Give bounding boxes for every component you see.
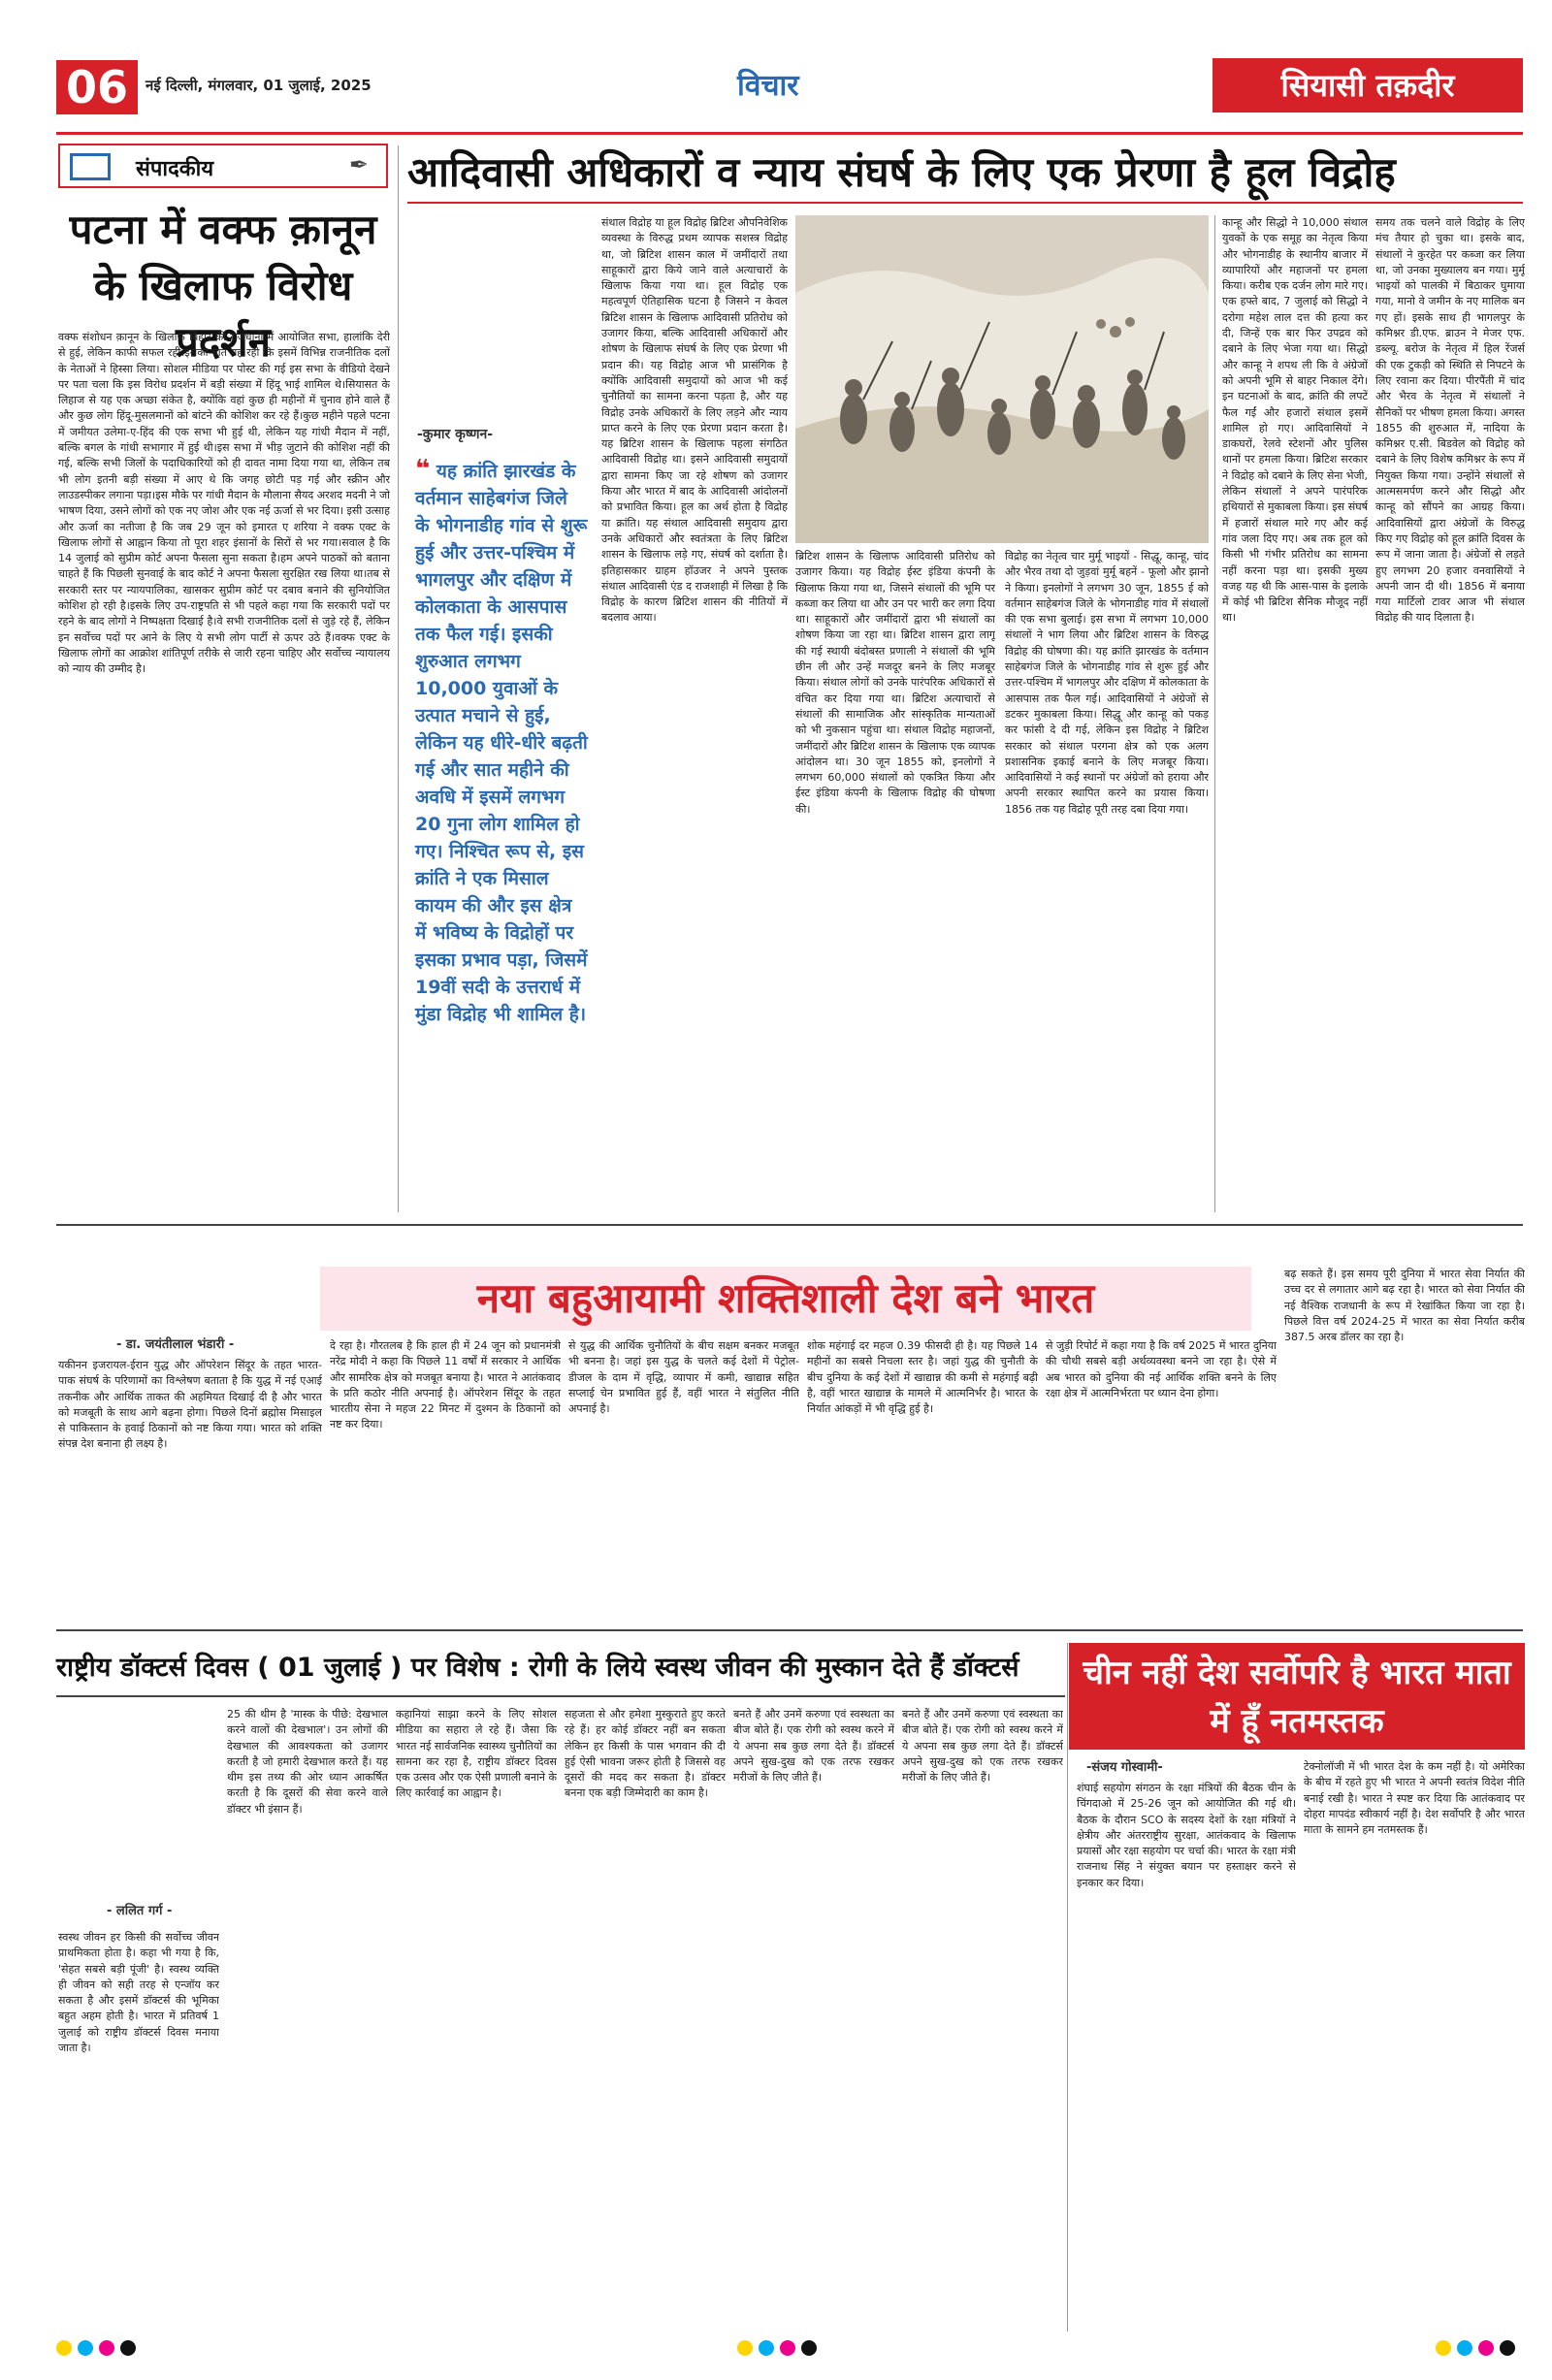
china-headline: चीन नहीं देश सर्वोपरि है भारत माता में हूँ नतमस्तक [1069, 1643, 1525, 1750]
doctors-column-6: बनते हैं और उनमें करुणा एवं स्वस्थता का बीज बोते हैं। एक रोगी को स्वस्थ करने में ये अपना सब कुछ लगा देते हैं। डॉक्टर्स अपने सुख-दुख को एक तरफ रखकर मरीजों के लिए जीते हैं। [902, 1708, 1063, 1785]
registration-marks-right [1436, 2337, 1515, 2359]
hul-rebellion-illustration [795, 215, 1209, 543]
pull-quote [415, 456, 588, 1028]
headline-rule [407, 202, 1523, 204]
registration-dot [1500, 2340, 1515, 2356]
feature-byline: - डा. जयंतीलाल भंडारी - [116, 1337, 235, 1352]
editorial-label-text: संपादकीय [136, 157, 214, 181]
doctors-headline: राष्ट्रीय डॉक्टर्स दिवस ( 01 जुलाई ) पर विशेष : रोगी के लिये स्वस्थ जीवन की मुस्कान देते हैं डॉक्टर्स [56, 1653, 1019, 1683]
feature-column-2: दे रहा है। गौरतलब है कि हाल ही में 24 जून को प्रधानमंत्री नरेंद्र मोदी ने कहा कि पिछले 11 वर्षों में सरकार ने आर्थिक और सामरिक क्षेत्र को मजबूत बनाया है। भारत ने आतंकवाद के प्रति कठोर नीति अपनाई है। ऑपरेशन सिंदूर के तहत भारतीय सेना ने महज 22 मिनट में दुश्मन के ठिकानों को नष्ट कर दिया। [330, 1339, 561, 1431]
china-column-2: टेक्नोलॉजी में भी भारत देश के कम नहीं है। यो अमेरिका के बीच में रहते हुए भी भारत ने अपनी स्वतंत्र विदेश नीति बनाई रखी है। भारत ने स्पष्ट कर दिया कि आतंकवाद पर दोहरा मापदंड स्वीकार्य नहीं है। देश सर्वोपरि है और भारत माता के सामने हम नतमस्तक हैं। [1304, 1760, 1525, 1837]
pull-quote-text: यह क्रांति झारखंड के वर्तमान साहेबगंज जिले के भोगनाडीह गांव से शुरू हुई और उत्तर-पश्चिम में भागलपुर और दक्षिण में कोलकाता के आसपास तक फैल गई। इसकी शुरुआत लगभग 10,000 युवाओं के उत्पात मचाने से हुई, लेकिन यह धीरे-धीरे बढ़ती गई और सात महीने की अवधि में इसमें लगभग 20 गुना लोग शामिल हो गए। निश्चित रूप से, इस क्रांति ने एक मिसाल कायम की और इस क्षेत्र में भविष्य के विद्रोहों पर इसका प्रभाव पड़ा, जिसमें 19वीं सदी के उत्तरार्ध में मुंडा विद्रोह भी शामिल है। [415, 461, 588, 1025]
registration-dot [120, 2340, 136, 2356]
registration-dot [759, 2340, 774, 2356]
page-number: 06 [56, 60, 138, 114]
lead-column-4: कान्हू और सिद्धो ने 10,000 संथाल युवकों के एक समूह का नेतृत्व किया और भोगनाडीह के स्थानीय बाजार में व्यापारियों और महाजनों पर हमला किया। करीब एक दर्जन लोग मारे गए। एक हफ्ते बाद, 7 जुलाई को सिद्धो ने दरोगा महेश लाल दत्त की हत्या कर दी, जिन्हें एक बार फिर उपद्रव को दबाने के लिए भेजा गया था। सिद्धो और कान्हू ने शपथ ली कि वे अंग्रेजों को अपनी भूमि से बाहर निकाल देंगे। इन घटनाओं के बाद, क्रांति की लपटें फैल गईं और हजारों संथाल इसमें शामिल हो गए। आदिवासियों ने डाकघरों, रेलवे स्टेशनों और पुलिस थानों पर हमला किया। ब्रिटिश सरकार ने विद्रोह को दबाने के लिए सेना भेजी, लेकिन संथालों ने अपने पारंपरिक हथियारों से मुकाबला किया। इस संघर्ष में हजारों संथाल मारे गए और कई गांव जला दिए गए। अब तक हूल को किसी भी गंभीर प्रतिरोध का सामना नहीं करना पड़ा था। इसकी मुख्य वजह यह थी कि आस-पास के इलाके में कोई भी ब्रिटिश सैनिक मौजूद नहीं था। [1222, 216, 1368, 625]
doctors-column-4: सहजता से और हमेशा मुस्कुराते हुए करते रहे हैं। हर कोई डॉक्टर नहीं बन सकता लेकिन हर किसी के पास भगवान की दी हुई ऐसी भावना जरूर होती है जिससे वह दूसरों की मदद कर सकता है। डॉक्टर बनना एक बड़ी जिम्मेदारी का काम है। [565, 1708, 726, 1800]
china-column-1: शंघाई सहयोग संगठन के रक्षा मंत्रियों की बैठक चीन के चिंगदाओ में 25-26 जून को आयोजित की गई थी। बैठक के दौरान SCO के सदस्य देशों के रक्षा मंत्रियों ने क्षेत्रीय और अंतरराष्ट्रीय सुरक्षा, आतंकवाद के खिलाफ प्रयासों और रक्षा सहयोग पर चर्चा की। भारत के रक्षा मंत्री राजनाथ सिंह ने संयुक्त बयान पर हस्ताक्षर करने से इनकार कर दिया। [1077, 1782, 1296, 1889]
illustration-svg [795, 215, 1209, 543]
lead-column-2: ब्रिटिश शासन के खिलाफ आदिवासी प्रतिरोध को उजागर किया। यह विद्रोह ईस्ट इंडिया कंपनी के खिलाफ किया गया था, जिसने संथालों की भूमि पर कब्जा कर लिया था और उन पर भारी कर लगा दिया था। साहूकारों और जमींदारों द्वारा भी संथालों का शोषण किया जा रहा था। ब्रिटिश शासन द्वारा लागू की गई स्थायी बंदोबस्त प्रणाली ने संथालों की भूमि छीन ली और उन्हें मजदूर बनने के लिए मजबूर किया। संथाल लोगों को उनके पारंपरिक अधिकारों से वंचित कर दिया गया था। ब्रिटिश अत्याचारों से संथालों की सामाजिक और सांस्कृतिक मान्यताओं को भी नुकसान पहुंचा था। संथाल विद्रोह महाजनों, जमींदारों और ब्रिटिश शासन के खिलाफ एक व्यापक आंदोलन था। 30 जून 1855 को, इनलोगों ने लगभग 60,000 संथालों को एकत्रित किया और ईस्ट इंडिया कंपनी के खिलाफ विद्रोह की घोषणा की। [795, 550, 995, 816]
feature-column-6: बढ़ सकते हैं। इस समय पूरी दुनिया में भारत सेवा निर्यात की उच्च दर से लगातार आगे बढ़ रहा है। भारत को सेवा निर्यात की नई वैश्विक राजधानी के रूप में रेखांकित किया जा रहा है। पिछले वित्त वर्ष 2024-25 में भारत का सेवा निर्यात करीब 387.5 अरब डॉलर का रहा है। [1284, 1268, 1525, 1344]
brand-box: सियासी तक़दीर [1212, 58, 1523, 113]
feature-column-5: से जुड़ी रिपोर्ट में कहा गया है कि वर्ष 2025 में भारत दुनिया की चौथी सबसे बड़ी अर्थव्यवस्था बनने जा रहा है। ऐसे में अब भारत को दुनिया की नई आर्थिक शक्ति बनने के लिए रक्षा क्षेत्र में आत्मनिर्भरता पर ध्यान देना होगा। [1046, 1339, 1277, 1399]
registration-dot [1478, 2340, 1494, 2356]
doctors-column-3: कहानियां साझा करने के लिए सोशल मीडिया का सहारा ले रहे हैं। जैसा कि भारत नई सार्वजनिक स्वास्थ्य चुनौतियों का सामना कर रहा है, राष्ट्रीय डॉक्टर दिवस एक उत्सव और एक ऐसी प्रणाली बनाने के लिए कार्रवाई का आह्वान है। [396, 1708, 557, 1800]
registration-dot [78, 2340, 93, 2356]
band-rule-bottom [56, 1629, 1523, 1631]
lead-column-5: समय तक चलने वाले विद्रोह के लिए मंच तैयार हो चुका था। इसके बाद, संथालों ने कुरहेत पर कब्जा कर लिया था, जो उनका मुख्यालय बन गया। मुर्मू भाइयों को पालकी में बिठाकर घुमाया गया, मानो वे जमीन के नए मालिक बन गए हों। इसके साथ ही भागलपुर के कमिश्नर डी.एफ. ब्राउन ने मेजर एफ. डब्ल्यू. बरोज के नेतृत्व में हिल रेंजर्स की एक टुकड़ी को स्थिति से निपटने के लिए रवाना कर दिया। पीरपैंती में चांद और भैरव के नेतृत्व में संथालों ने सैनिकों पर भीषण हमला किया। अगस्त 1855 की शुरुआत में, नादिया के कमिश्नर ए.सी. बिडवेल को विद्रोह को दबाने के लिए विशेष कमिश्नर के रूप में नियुक्त किया गया। उन्होंने संथालों से आत्मसमर्पण करने और सिद्धो और कान्हू को सौंपने का आग्रह किया। आदिवासियों द्वारा अंग्रेजों के विरुद्ध किए गए विद्रोह को हूल क्रांति दिवस के रूप में जाना जाता है। अंग्रेजों से लड़ते हुए लगभग 20 हजार वनवासियों ने अपनी जान दी थी। 1856 में बनाया गया मार्टिलो टावर आज भी संथाल विद्रोह की याद दिलाता है। [1375, 216, 1525, 625]
registration-dot [737, 2340, 753, 2356]
column-divider [1067, 1643, 1068, 2332]
quote-mark-icon: ❝ [415, 455, 431, 484]
lead-column-1: संथाल विद्रोह या हूल विद्रोह ब्रिटिश औपनिवेशिक व्यवस्था के विरुद्ध प्रथम व्यापक सशस्त्र विद्रोह था, जो ब्रिटिश शासन काल में जमींदारों तथा साहूकारों द्वारा किये जाने वाले अत्याचारों के खिलाफ किया गया था। हूल विद्रोह एक महत्वपूर्ण ऐतिहासिक घटना है जिसने न केवल ब्रिटिश शासन के खिलाफ आदिवासी प्रतिरोध को उजागर किया, बल्कि आदिवासी अधिकारों और शोषण के खिलाफ संघर्ष के लिए एक प्रेरणा भी प्रदान की। यह विद्रोह आज भी प्रासंगिक है क्योंकि आदिवासी समुदायों को आज भी कई चुनौतियों का सामना करना पड़ता है, और यह विद्रोह उनके अधिकारों के लिए लड़ने और न्याय प्राप्त करने के लिए एक प्रेरणा प्रदान करता है। यह ब्रिटिश शासन के खिलाफ पहला संगठित आदिवासी विद्रोह था। इसने आदिवासी समुदायों द्वारा सामना किए जा रहे शोषण को उजागर किया और भारत में बाद के आदिवासी आंदोलनों को प्रभावित किया। हूल का अर्थ होता है विद्रोह या क्रांति। यह संथाल आदिवासी समुदाय द्वारा उनके अधिकारों और स्वतंत्रता के लिए ब्रिटिश शासन के खिलाफ लड़े गए, संघर्ष को दर्शाता है। इतिहासकार ग्राहम हॉउजर ने अपने पुस्तक संथाल आदिवासी एंड द राजशाही में लिखा है कि विद्रोह के कारण ब्रिटिश शासन की नीतियों में बदलाव आया। [601, 216, 788, 625]
lead-byline: -कुमार कृष्णन- [417, 427, 494, 442]
page-date: नई दिल्ली, मंगलवार, 01 जुलाई, 2025 [146, 77, 372, 94]
band-rule-top [56, 1224, 1523, 1226]
section-title: विचार [737, 69, 799, 103]
doctors-column-1: स्वस्थ जीवन हर किसी की सर्वोच्च जीवन प्राथमिकता होता है। कहा भी गया है कि, 'सेहत सबसे बड़ी पूंजी' है। स्वस्थ व्यक्ति ही जीवन को सही तरह से एन्जॉय कर सकता है और इसमें डॉक्टर्स की भूमिका बहुत अहम होती है। भारत में प्रतिवर्ष 1 जुलाई को राष्ट्रीय डॉक्टर्स दिवस मनाया जाता है। [58, 1931, 219, 2055]
registration-dot [1457, 2340, 1472, 2356]
registration-dot [780, 2340, 795, 2356]
feature-column-1: यकीनन इजरायल-ईरान युद्ध और ऑपरेशन सिंदूर के तहत भारत-पाक संघर्ष के परिणामों का विश्लेषण बताता है कि युद्ध में नई एआई तकनीक और आर्थिक ताकत की अहमियत दिखाई दी है और भारत को मजबूती के साथ आगे बढ़ना होगा। पिछले दिनों ब्रह्मोस मिसाइल से पाकिस्तान के हवाई ठिकानों को नष्ट किया गया। भारत को शक्ति संपन्न देश बनाना ही लक्ष्य है। [58, 1359, 322, 1451]
registration-dot [801, 2340, 817, 2356]
masthead [0, 0, 1552, 144]
registration-dot [99, 2340, 114, 2356]
lead-headline: आदिवासी अधिकारों व न्याय संघर्ष के लिए एक प्रेरणा है हूल विद्रोह [407, 148, 1396, 196]
checkbox-icon [70, 153, 111, 180]
doctors-column-2: 25 की थीम है 'मास्क के पीछे: देखभाल करने वालों की देखभाल'। उन लोगों की देखभाल की आवश्यकता को उजागर करती है जो हमारी देखभाल करते हैं। यह थीम इस तथ्य की ओर ध्यान आकर्षित करती है कि दूसरों की सेवा करने वाले डॉक्टर भी इंसान हैं। [227, 1708, 388, 1816]
doctors-rule [56, 1695, 1065, 1697]
registration-marks-center [737, 2337, 817, 2359]
column-divider [1214, 215, 1215, 1212]
lead-column-1-body [601, 215, 788, 1212]
editorial-body: वक्फ संशोधन क़ानून के खिलाफ बिहार की राजधानी में आयोजित सभा, हालांकि देरी से हुई, लेकिन काफी सफल रही।इसका बात यह रही कि इसमें विभिन्न राजनीतिक दलों के नेताओं ने हिस्सा लिया। सोशल मीडिया पर पोस्ट की गई इस सभा के वीडियो देखने पर पता चला कि इस विरोध प्रदर्शन में बड़ी संख्या में हिंदू भाई शामिल थे।सियासत के लिहाज से यह एक अच्छा संकेत है, क्योंकि वहां कुछ ही महीनों में चुनाव होने वाले हैं और कुछ लोग हिंदू-मुसलमानों को बांटने की कोशिश कर रहे हैं।कुछ महीने पहले पटना में जमीयत उलेमा-ए-हिंद की एक सभा भी हुई थी, लेकिन यह गांधी मैदान में नहीं, बल्कि बगल के गांधी सभागार में हुई थी।इस सभा में भीड़ जुटाने की कोशिश नहीं की गई, बल्कि सभी जिलों के पदाधिकारियों को ही दावत नामा दिया गया था, लेकिन तब भी लोग इतनी बड़ी संख्या में आए थे कि जगह छोटी पड़ गई और स्क्रीन और लाउडस्पीकर लगाना पड़ा।इस मौके पर गांधी मैदान के मौलाना सैयद अरशद मदनी ने जो भाषण दिया, उसने लोगों को एक नए जोश और एक नई ऊर्जा से भर दिया। इसी उत्साह और ऊर्जा का नतीजा है कि जब 29 जून को इमारत ए शरिया ने वक्फ एक्ट के खिलाफ लोगों से आह्वान किया तो पूरा शहर इंसानों के सिरों से भर गया।सवाल है कि 14 जुलाई को सुप्रीम कोर्ट अपना फैसला सुना सकता है।हम अपने पाठकों को बताना चाहते हैं कि पिछली सुनवाई के बाद कोर्ट ने अपना फैसला सुरक्षित रख लिया था।तब से सरकारी स्तर पर न्यायपालिका, खासकर सुप्रीम कोर्ट पर दबाव बनाने की सुनियोजित कोशिश हो रही है।इसके लिए उप-राष्ट्रपति से भी पहले कहा गया कि सरकारी पदों पर रहने के बाद लोगों ने निष्पक्षता दिखाई है।वे सभी राजनीतिक दलों से जुड़े रहे हैं, लेकिन इन सर्वोच्च पदों पर आने के लिए ये सभी लोग पार्टी से ऊपर उठे हैं।वक्फ एक्ट के खिलाफ लोगों का आक्रोश शांतिपूर्ण तरीके से जारी रहना चाहिए और सर्वोच्च न्यायालय को न्याय की उम्मीद है। [58, 331, 390, 676]
feature-headline: नया बहुआयामी शक्तिशाली देश बने भारत [320, 1267, 1251, 1331]
registration-dot [56, 2340, 72, 2356]
editorial-label [58, 144, 388, 188]
pen-icon: ✒ [348, 151, 369, 178]
doctors-column-5: बनते हैं और उनमें करुणा एवं स्वस्थता का बीज बोते हैं। एक रोगी को स्वस्थ करने में ये अपना सब कुछ लगा देते हैं। डॉक्टर्स अपने सुख-दुख को एक तरफ रखकर मरीजों के लिए जीते हैं। [733, 1708, 894, 1785]
doctors-byline: - ललित गर्ग - [107, 1904, 173, 1918]
registration-dot [1436, 2340, 1451, 2356]
editorial-title: पटना में वक्फ क़ानून के खिलाफ विरोध प्रदर्शन [69, 206, 377, 366]
column-divider [398, 145, 399, 1212]
lead-column-3: विद्रोह का नेतृत्व चार मुर्मू भाइयों - सिद्धू, कान्हू, चांद और भैरव तथा दो जुड़वां मुर्मू बहनें - फूलो और झानो ने किया। इनलोगों ने लगभग 30 जून, 1855 ई को वर्तमान साहेबगंज जिले के भोगनाडीह गांव में संथालों की एक सभा बुलाई। इस सभा में लगभग 10,000 संथालों ने भाग लिया और ब्रिटिश शासन के विरुद्ध विद्रोह की घोषणा की। यह क्रांति झारखंड के वर्तमान साहेबगंज जिले के भोगनाडीह गांव से शुरू हुई और उत्तर-पश्चिम में भागलपुर और दक्षिण में कोलकाता के आसपास तक फैल गई। आदिवासियों ने अंग्रेजों से डटकर मुकाबला किया। सिद्धू और कान्हू को पकड़ कर फांसी दे दी गई, लेकिन इस विद्रोह ने ब्रिटिश सरकार को संथाल परगना क्षेत्र को एक अलग प्रशासनिक इकाई बनाने के लिए मजबूर किया। आदिवासियों ने कई स्थानों पर अंग्रेजों को हराया और अपनी सरकार स्थापित करने का प्रयास किया। 1856 तक यह विद्रोह पूरी तरह दबा दिया गया। [1005, 550, 1209, 816]
feature-column-3: से युद्ध की आर्थिक चुनौतियों के बीच सक्षम बनकर मजबूत भी बनना है। जहां इस युद्ध के चलते कई देशों में पेट्रोल-डीजल के दाम में वृद्धि, व्यापार में कमी, खाद्यान्न सहित सप्लाई चेन प्रभावित हुई हैं, वहीं भारत ने संतुलित नीति अपनाई है। [568, 1339, 799, 1416]
top-rule [56, 132, 1523, 135]
registration-marks-left [56, 2337, 136, 2359]
china-byline: -संजय गोस्वामी- [1086, 1760, 1163, 1775]
feature-column-4: शोक महंगाई दर महज 0.39 फीसदी ही है। यह पिछले 14 महीनों का सबसे निचला स्तर है। जहां युद्ध की चुनौती के बीच दुनिया के कई देशों में खाद्यान्न की कमी से महंगाई बढ़ी है, वहीं भारत खाद्यान्न के मामले में आत्मनिर्भर है। भारत के निर्यात आंकड़ों में भी वृद्धि हुई है। [807, 1339, 1038, 1416]
